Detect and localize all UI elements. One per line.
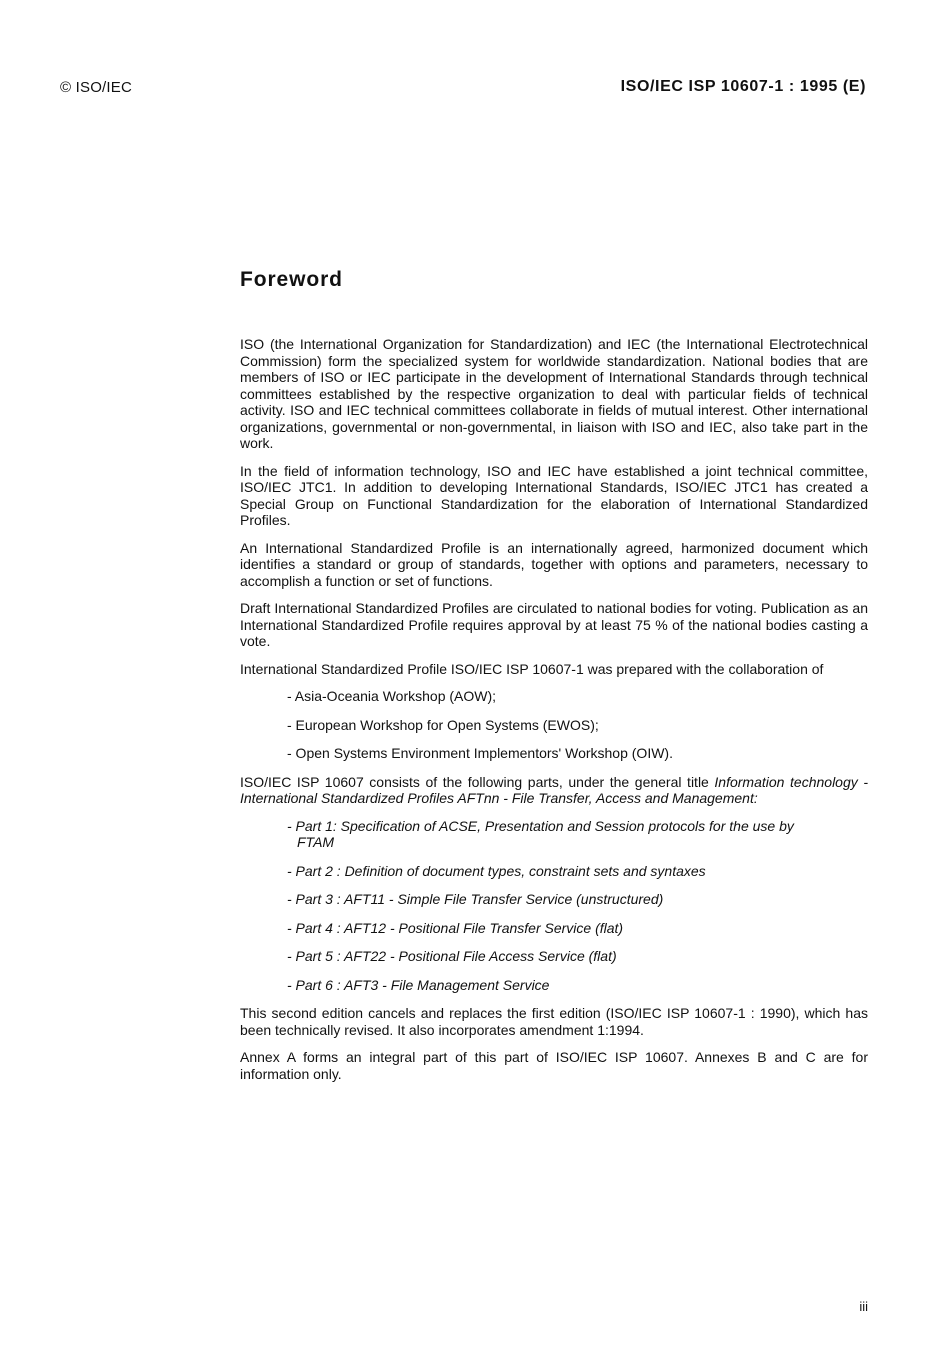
parts-intro-lead: ISO/IEC ISP 10607 consists of the following parts, under the general title [240,773,715,790]
list-item: - Part 2 : Definition of document types, constraint sets and syntaxes [287,862,706,879]
paragraph-voting: Draft International Standardized Profiles are circulated to national bodies for voting. Publication as an International Standardized Profile requires approval by at least 75 % of the national bodies casting a vote. [240,600,868,649]
workshop-list [287,688,868,762]
list-item: - Part 5 : AFT22 - Positional File Access Service (flat) [287,948,617,964]
paragraph-organizations: ISO (the International Organization for Standardization) and IEC (the International Electrotechnical Commission) form the specialized system for worldwide standardization. National bodies that are members of ISO or IEC participate in the development of International Standards through technical committees established by the respective organization to deal with particular fields of technical activity. ISO and IEC technical committees collaborate in fields of mutual interest. Other international organizations, governmental or non-governmental, in liaison with ISO and IEC, also take part in the work. [240,336,868,451]
page-number: iii [859,1299,868,1314]
paragraph-edition: This second edition cancels and replaces the first edition (ISO/IEC ISP 10607-1 : 1990), which has been technically revised. It also incorporates amendment 1:1994. [240,1005,868,1038]
paragraph-parts-intro [240,774,868,807]
paragraph-jtc1: In the field of information technology, ISO and IEC have established a joint technical committee, ISO/IEC JTC1. In addition to developing International Standards, ISO/IEC JTC1 has created a Special Group on Functional Standardization for the elaboration of International Standardized Profiles. [240,462,868,528]
paragraph-isp-definition: An International Standardized Profile is an internationally agreed, harmonized document which identifies a standard or group of standards, together with options and parameters, necessary to accomplish a function or set of functions. [240,539,868,589]
foreword-body [240,336,868,1093]
parts-list [287,818,868,994]
part-1-line1: - Part 1: Specification of ACSE, Presentation and Session protocols for the use by [287,817,794,834]
list-item: - Part 6 : AFT3 - File Management Service [287,976,550,993]
paragraph-annexes: Annex A forms an integral part of this part of ISO/IEC ISP 10607. Annexes B and C are for information only. [240,1049,868,1082]
list-item: - Asia-Oceania Workshop (AOW); [287,688,497,704]
list-item: - Part 4 : AFT12 - Positional File Transfer Service (flat) [287,919,624,936]
paragraph-collaboration: International Standardized Profile ISO/IEC ISP 10607-1 was prepared with the collaboration of [240,660,824,677]
header-document-id: ISO/IEC ISP 10607-1 : 1995 (E) [620,78,866,95]
part-1-line2: FTAM [297,834,335,850]
list-item: - European Workshop for Open Systems (EWOS); [287,716,599,733]
parts-general-title: Information technology - International Standardized Profiles AFTnn - File Transfer, Access and Management: [240,773,868,806]
header-copyright: © ISO/IEC [60,79,133,96]
page-title: Foreword [240,268,343,291]
list-item [287,818,868,851]
list-item: - Open Systems Environment Implementors' Workshop (OIW). [287,745,673,761]
list-item: - Part 3 : AFT11 - Simple File Transfer Service (unstructured) [287,891,664,907]
